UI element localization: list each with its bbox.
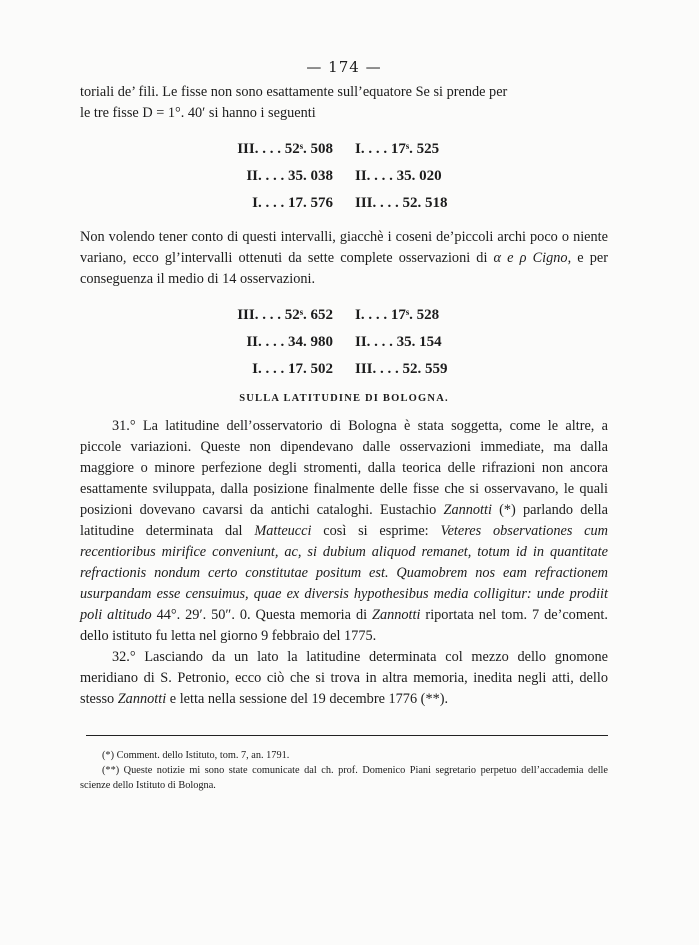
intervals-table-1	[80, 136, 608, 217]
table-cell: III. . . . 52ˢ. 652	[237, 307, 333, 323]
table-cell: I. . . . 17ˢ. 525	[355, 141, 440, 157]
para32-text: e letta nella sessione del 19 decembre 1776 (**).	[166, 691, 449, 707]
author-name: Zannotti	[443, 502, 492, 518]
table-cell: III. . . . 52. 559	[355, 361, 448, 377]
table-cell: I. . . . 17. 576	[252, 195, 333, 211]
para31-text: 31.° La latitudine dell’osservatorio di Bologna è stata soggetta, come le altre, a piccole variazioni. Queste non dipendevano dalle osservazioni immediate, ma dalla maggiore o minore perfezione degli stromenti, dalla teorica delle rifrazioni non ancora esattamente sviluppata, dalla posizione finalmente delle fisse che si osservavano, le quali posizioni dovevano cavarsi da antichi cataloghi. Eustachio	[80, 418, 608, 518]
middle-text-before: Non volendo tener conto di questi intervalli, giacchè i coseni de’piccoli archi poco o niente variano, ecco gl’intervalli ottenuti da sette complete osservazioni di	[80, 229, 608, 266]
para32-text: 32.° Lasciando da un lato la latitudine determinata col mezzo dello gnomone meridiano di S. Petronio, ecco ciò che si trova in altra memoria, inedita negli atti, dello stesso	[80, 649, 608, 707]
table-row	[80, 190, 608, 217]
intro-paragraph	[80, 82, 608, 124]
table-cell: III. . . . 52. 518	[355, 195, 448, 211]
table-cell: III. . . . 52ˢ. 508	[237, 141, 333, 157]
intervals-table-2	[80, 302, 608, 383]
paragraph-32	[80, 647, 608, 710]
book-page	[80, 58, 608, 793]
latin-quote: Veteres observationes cum recentioribus mirifice conveniunt, ac, si dubium aliquod remanet, totum id in quantitate refractionis nondum certo constitutae positum est. Quamobrem nos eam refractionem usurpandam esse censuimus, quae ex diversis hypothesibus media colligitur: unde prodiit poli altitudo	[80, 523, 609, 623]
para31-text: riportata nel tom. 7 de’coment. dello istituto fu letta nel giorno 9 febbraio del 1775.	[80, 607, 608, 644]
intro-line-2: le tre fisse D = 1°. 40′ si hanno i seguenti	[80, 105, 316, 121]
table-row	[80, 356, 608, 383]
footnote-divider	[86, 735, 608, 736]
author-name: Zannotti	[372, 607, 421, 623]
para31-text: (*) parlando della latitudine determinata dal	[80, 502, 608, 539]
middle-paragraph	[80, 227, 608, 290]
author-name: Zannotti	[117, 691, 167, 707]
table-row	[80, 163, 608, 190]
table-cell: I. . . . 17ˢ. 528	[355, 307, 440, 323]
para31-text: così si esprime:	[311, 523, 441, 539]
table-cell: II. . . . 35. 020	[355, 168, 442, 184]
paragraph-31	[80, 416, 608, 647]
page-number: — 174 —	[306, 58, 382, 76]
table-row	[80, 302, 608, 329]
table-row	[80, 329, 608, 356]
intro-line-1: toriali de’ fili. Le fisse non sono esattamente sull’equatore Se si prende per	[80, 84, 508, 100]
para31-text: 44°. 29′. 50″. 0. Questa memoria di	[151, 607, 373, 623]
table-cell: II. . . . 35. 038	[246, 168, 333, 184]
author-name: Matteucci	[254, 523, 312, 539]
table-cell: II. . . . 35. 154	[355, 334, 442, 350]
middle-text-after: , e per conseguenza il medio di 14 osservazioni.	[80, 250, 608, 287]
table-cell: I. . . . 17. 502	[252, 361, 333, 377]
table-row	[80, 136, 608, 163]
table-cell: II. . . . 34. 980	[246, 334, 333, 350]
footnote-1: (*) Comment. dello Istituto, tom. 7, an. 1791.	[102, 750, 290, 761]
star-names: α e ρ Cigno	[493, 250, 568, 266]
footnote-2: (**) Queste notizie mi sono state comunicate dal ch. prof. Domenico Piani segretario perpetuo dell’accademia delle scienze dello Istituto di Bologna.	[80, 765, 608, 791]
section-heading: SULLA LATITUDINE DI BOLOGNA.	[239, 393, 449, 404]
